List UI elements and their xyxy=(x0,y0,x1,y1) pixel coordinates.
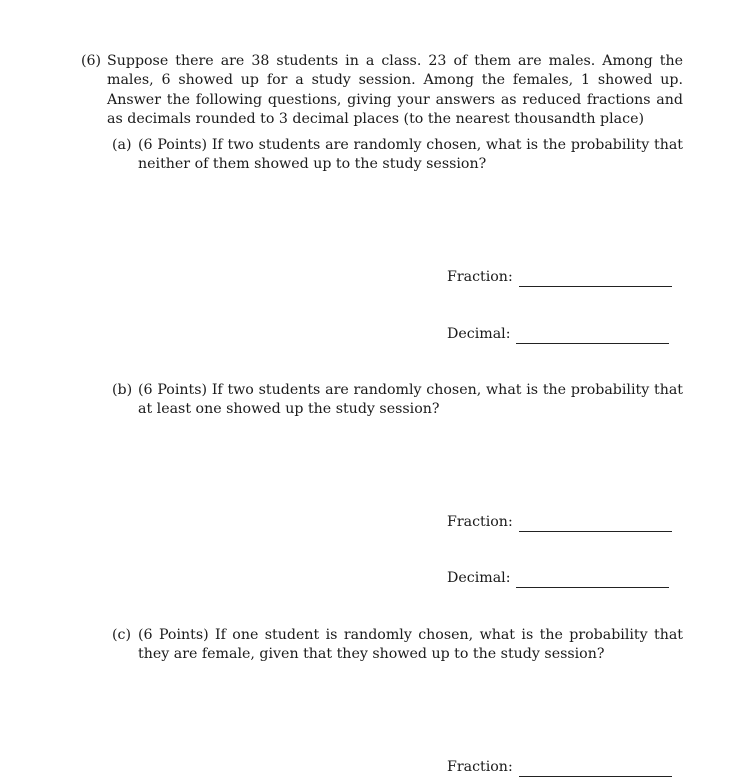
part-b-text: (6 Points) If two students are randomly chosen, what is the probability that at least one showed up the study session? xyxy=(138,382,683,418)
fraction-answer-blank[interactable] xyxy=(519,517,672,532)
fraction-answer-blank[interactable] xyxy=(519,272,672,287)
part-b-decimal-row xyxy=(447,569,669,588)
decimal-label: Decimal: xyxy=(447,570,511,586)
part-a-label: (a) xyxy=(112,137,132,153)
fraction-label: Fraction: xyxy=(447,759,513,775)
decimal-label: Decimal: xyxy=(447,326,511,342)
part-b-label: (b) xyxy=(112,382,133,398)
problem-6 xyxy=(81,52,683,130)
fraction-label: Fraction: xyxy=(447,269,513,285)
part-c-fraction-row xyxy=(447,758,672,777)
decimal-answer-blank[interactable] xyxy=(516,329,669,344)
part-c xyxy=(112,626,683,665)
problem-number: (6) xyxy=(81,53,102,69)
fraction-answer-blank[interactable] xyxy=(519,762,672,777)
part-b xyxy=(112,381,683,420)
part-a-decimal-row xyxy=(447,325,669,344)
decimal-answer-blank[interactable] xyxy=(516,573,669,588)
part-a-text: (6 Points) If two students are randomly chosen, what is the probability that neither of them showed up to the study session? xyxy=(138,137,683,173)
problem-stem: Suppose there are 38 students in a class. 23 of them are males. Among the males, 6 showed up for a study session. Among the females, 1 showed up. Answer the following questions, giving your answers as reduced fractions and as decimals rounded to 3 decimal places (to the nearest thousandth place) xyxy=(107,53,683,128)
part-b-fraction-row xyxy=(447,513,672,532)
part-c-label: (c) xyxy=(112,627,132,643)
part-a xyxy=(112,136,683,175)
part-a-fraction-row xyxy=(447,268,672,287)
part-c-text: (6 Points) If one student is randomly chosen, what is the probability that they are female, given that they showed up to the study session? xyxy=(138,627,683,663)
fraction-label: Fraction: xyxy=(447,514,513,530)
